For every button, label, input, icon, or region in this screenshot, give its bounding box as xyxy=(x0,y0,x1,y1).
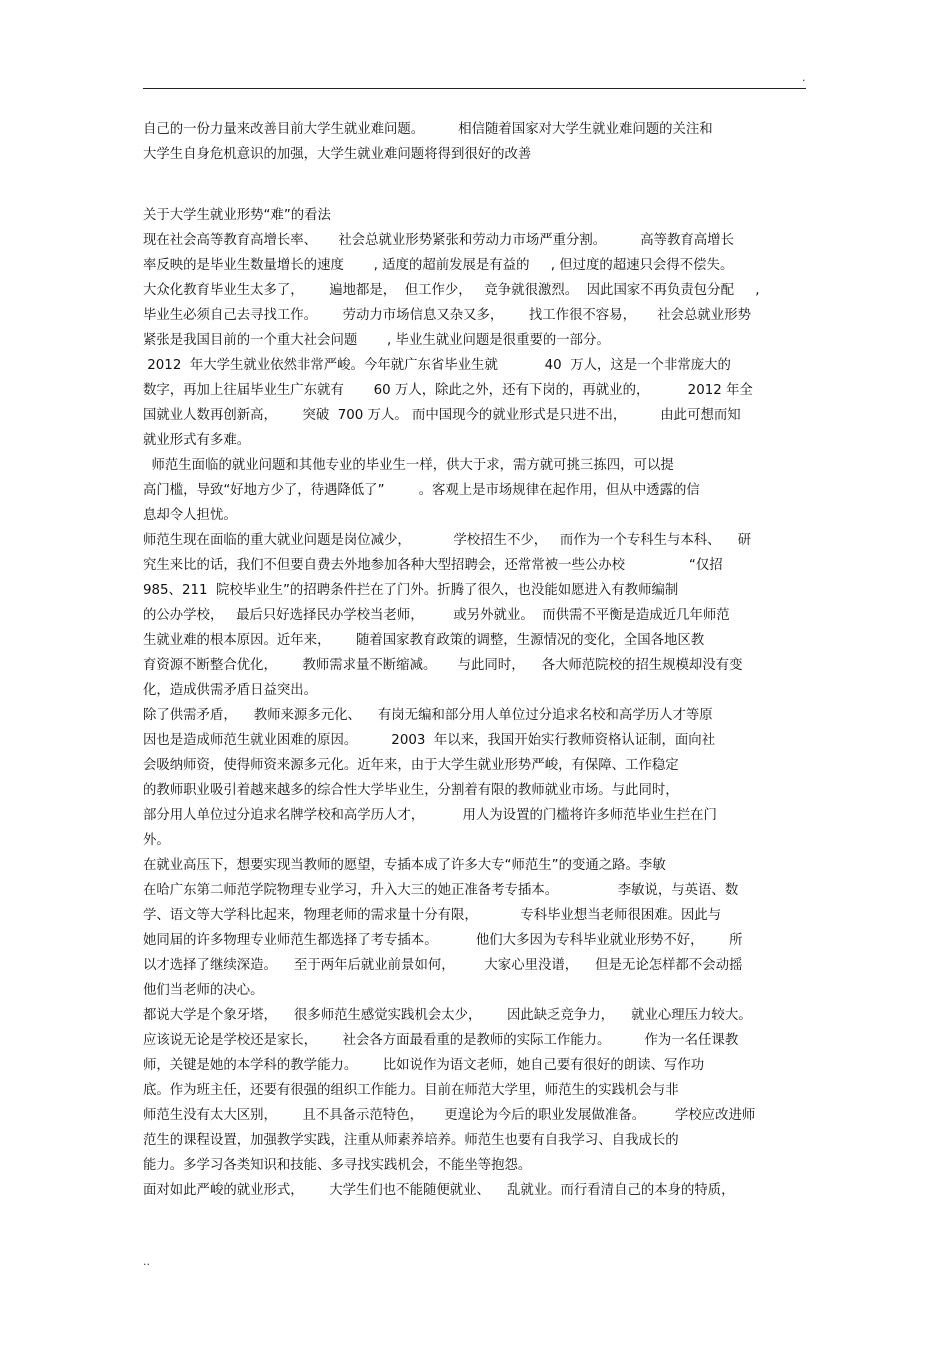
intro-paragraph xyxy=(143,117,823,167)
text-line: 学、语文等大学科比起来，物理老师的需求量十分有限， 专科毕业想当老师很困难。因此与 xyxy=(143,908,722,923)
text-line: 自己的一份力量来改善目前大学生就业难问题。 相信随着国家对大学生就业难问题的关注和 xyxy=(143,122,713,137)
text-line: 范生的课程设置，加强教学实践，注重从师素养培养。师范生也要有自我学习、自我成长的 xyxy=(143,1133,679,1148)
text-line: 高门槛，导致“好地方少了，待遇降低了” 。客观上是市场规律在起作用，但从中透露的信 xyxy=(143,483,700,498)
text-line: 外。 xyxy=(143,833,170,848)
text-line: 能力。多学习各类知识和技能、多寻找实践机会，不能坐等抱怨。 xyxy=(143,1158,532,1173)
text-line: 生就业难的根本原因。近年来， 随着国家教育政策的调整，生源情况的变化，全国各地区教 xyxy=(143,633,705,648)
text-line: 数字，再加上往届毕业生广东就有 60 万人，除此之外，还有下岗的，再就业的， 2012 年全 xyxy=(143,383,753,398)
article-title: 关于大学生就业形势“难”的看法 xyxy=(143,208,331,223)
text-line: 师范生面临的就业问题和其他专业的毕业生一样，供大于求，需方就可挑三拣四，可以提 xyxy=(143,458,674,473)
text-line: 她同届的许多物理专业师范生都选择了考专插本。 他们大多因为专科毕业就业形势不好， 所 xyxy=(143,933,743,948)
document-body xyxy=(143,117,823,1203)
text-line: 国就业人数再创新高， 突破 700 万人。 而中国现今的就业形式是只进不出， 由此可想而知 xyxy=(143,408,741,423)
text-line: 他们当老师的决心。 xyxy=(143,983,264,998)
text-line: 底。作为班主任，还要有很强的组织工作能力。目前在师范大学里，师范生的实践机会与非 xyxy=(143,1083,679,1098)
footer-mark: .. xyxy=(143,1255,150,1268)
text-line: 化，造成供需矛盾日益突出。 xyxy=(143,683,318,698)
text-line: 部分用人单位过分追求名牌学校和高学历人才， 用人为设置的门槛将许多师范毕业生拦在门 xyxy=(143,808,717,823)
text-line: 2012 年大学生就业依然非常严峻。今年就广东省毕业生就 40 万人，这是一个非常庞大的 xyxy=(143,358,731,373)
text-line: 除了供需矛盾， 教师来源多元化、 有岗无编和部分用人单位过分追求名校和高学历人才等原 xyxy=(143,708,713,723)
text-line: 985、211 院校毕业生”的招聘条件拦在了门外。折腾了很久，也没能如愿进入有教师编制 xyxy=(143,583,679,598)
header-rule xyxy=(143,88,806,89)
text-line: 因也是造成师范生就业困难的原因。 2003 年以来，我国开始实行教师资格认证制，面向社 xyxy=(143,733,716,748)
text-line: 在哈广东第二师范学院物理专业学习，升入大三的她正准备考专插本。 李敏说，与英语、数 xyxy=(143,883,739,898)
header-mark: . xyxy=(802,71,806,84)
text-line: 师范生现在面临的重大就业问题是岗位减少， 学校招生不少， 而作为一个专科生与本科、 研 xyxy=(143,533,751,548)
text-line: 大学生自身危机意识的加强，大学生就业难问题将得到很好的改善 xyxy=(143,147,532,162)
text-line: 现在社会高等教育高增长率、 社会总就业形势紧张和劳动力市场严重分割。 高等教育高增长 xyxy=(143,233,734,248)
text-line: 大众化教育毕业生太多了， 遍地都是， 但工作少， 竞争就很激烈。 因此国家不再负责包分配 , xyxy=(143,283,760,298)
text-line: 应该说无论是学校还是家长， 社会各方面最看重的是教师的实际工作能力。 作为一名任课教 xyxy=(143,1033,739,1048)
text-line: 的教师职业吸引着越来越多的综合性大学毕业生，分割着有限的教师就业市场。与此同时， xyxy=(143,783,679,798)
text-line: 以才选择了继续深造。 至于两年后就业前景如何， 大家心里没谱， 但是无论怎样都不会动摇 xyxy=(143,958,743,973)
article xyxy=(143,203,823,1203)
text-line: 率反映的是毕业生数量增长的速度 , 适度的超前发展是有益的 , 但过度的超速只会得不偿失。 xyxy=(143,258,734,273)
text-line: 的公办学校， 最后只好选择民办学校当老师， 或另外就业。 而供需不平衡是造成近几年师范 xyxy=(143,608,730,623)
paragraph-gap xyxy=(143,167,823,203)
text-line: 育资源不断整合优化， 教师需求量不断缩减。 与此同时， 各大师范院校的招生规模却没有变 xyxy=(143,658,743,673)
text-line: 息却令人担忧。 xyxy=(143,508,237,523)
text-line: 都说大学是个象牙塔， 很多师范生感觉实践机会太少， 因此缺乏竞争力， 就业心理压力较大。 xyxy=(143,1008,752,1023)
text-line: 就业形式有多难。 xyxy=(143,433,251,448)
text-line: 师范生没有太大区别， 且不具备示范特色， 更遑论为今后的职业发展做准备。 学校应改进师 xyxy=(143,1108,756,1123)
text-line: 究生来比的话，我们不但要自费去外地参加各种大型招聘会，还常常被一些公办校 “仅招 xyxy=(143,558,723,573)
text-line: 在就业高压下，想要实现当教师的愿望，专插本成了许多大专“师范生”的变通之路。李敏 xyxy=(143,858,666,873)
text-line: 面对如此严峻的就业形式， 大学生们也不能随便就业、 乱就业。而行看清自己的本身的特质， xyxy=(143,1183,735,1198)
text-line: 紧张是我国目前的一个重大社会问题 , 毕业生就业问题是很重要的一部分。 xyxy=(143,333,610,348)
text-line: 毕业生必须自己去寻找工作。 劳动力市场信息又杂又多， 找工作很不容易， 社会总就业形势 xyxy=(143,308,751,323)
text-line: 师，关键是她的本学科的教学能力。 比如说作为语文老师，她自己要有很好的朗读、写作功 xyxy=(143,1058,705,1073)
text-line: 会吸纳师资，使得师资来源多元化。近年来，由于大学生就业形势严峻，有保障、工作稳定 xyxy=(143,758,679,773)
